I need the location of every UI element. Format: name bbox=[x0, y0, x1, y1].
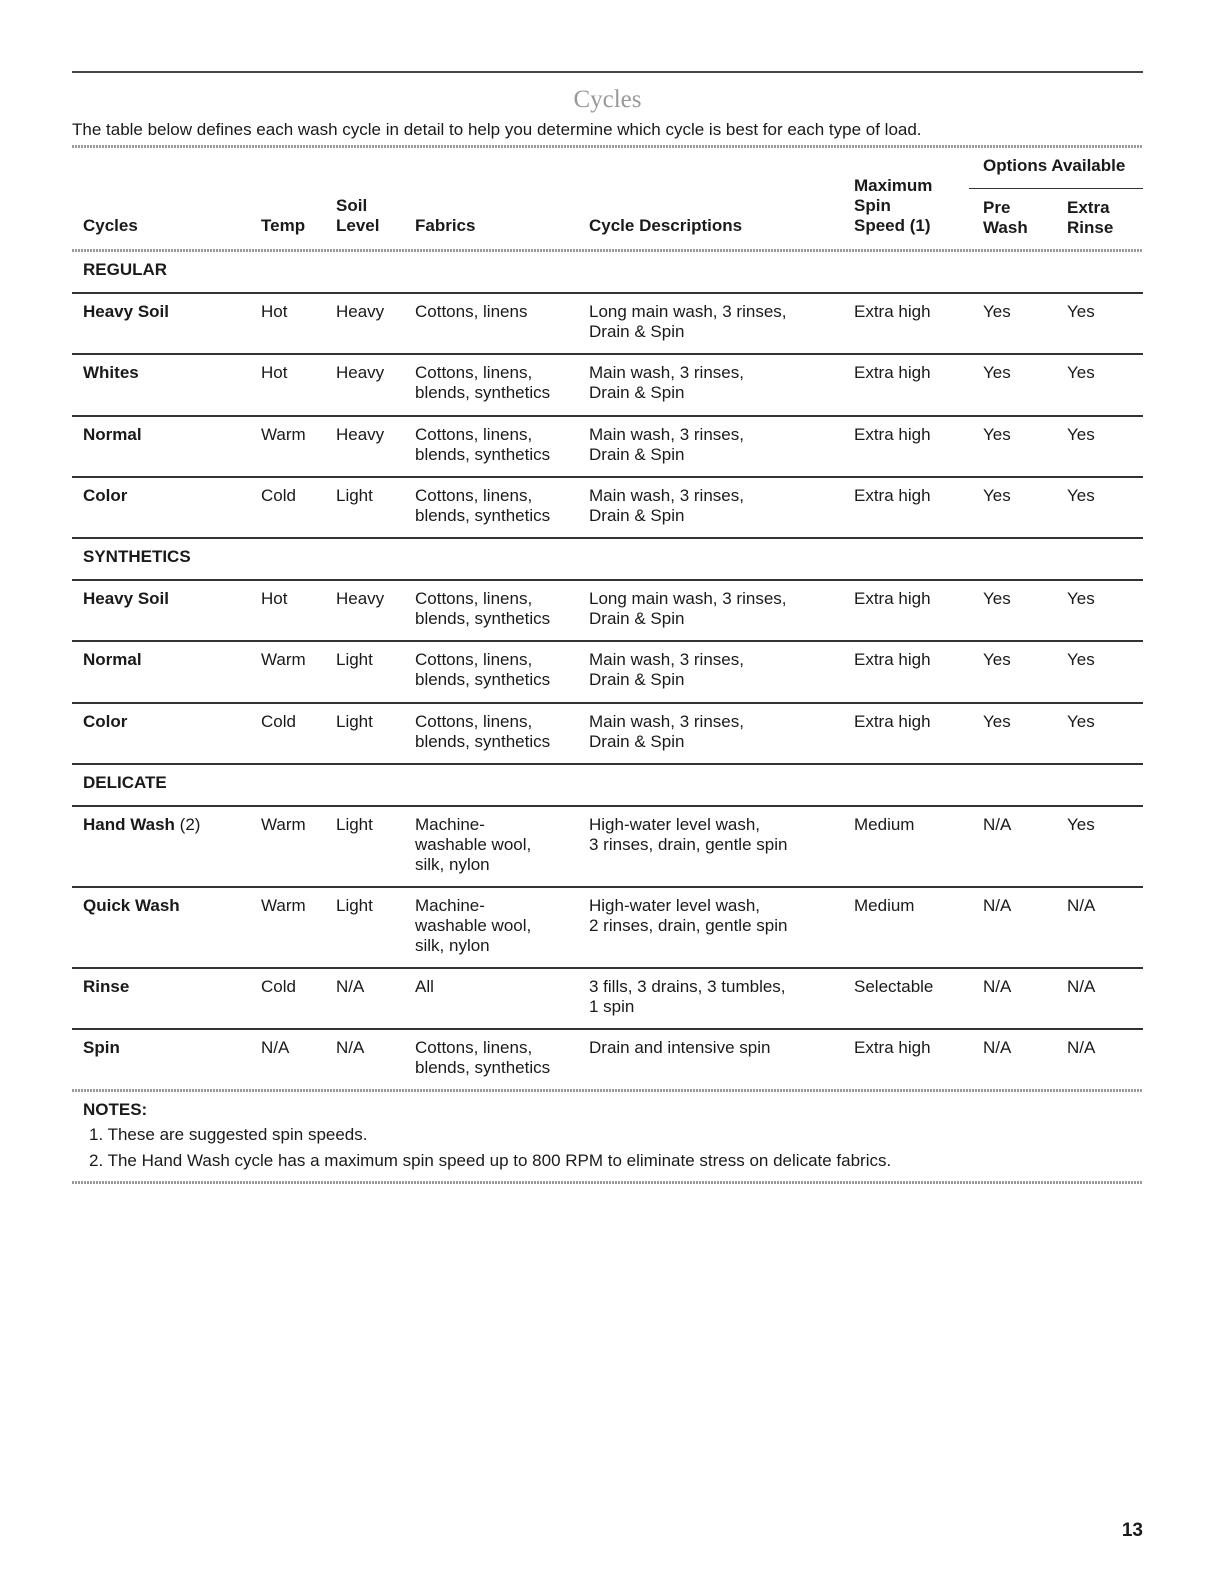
cycle-extrarinse: Yes bbox=[1067, 589, 1095, 608]
note-item: 1. These are suggested spin speeds. bbox=[89, 1125, 368, 1144]
cycle-description: Main wash, 3 rinses, Drain & Spin bbox=[589, 363, 744, 402]
cycle-fabrics: Cottons, linens bbox=[415, 302, 528, 321]
cycle-description: 3 fills, 3 drains, 3 tumbles, 1 spin bbox=[589, 977, 786, 1016]
section-regular: REGULAR bbox=[83, 260, 168, 279]
divider-notes bbox=[72, 1089, 1143, 1092]
cycle-description: Long main wash, 3 rinses, Drain & Spin bbox=[589, 589, 787, 628]
section-synthetics: SYNTHETICS bbox=[83, 547, 191, 566]
cycle-extrarinse: N/A bbox=[1067, 896, 1096, 915]
cycle-spin: Extra high bbox=[854, 712, 931, 731]
cycle-name: Normal bbox=[83, 650, 142, 669]
cycle-name: Spin bbox=[83, 1038, 120, 1057]
cycle-fabrics: Cottons, linens, blends, synthetics bbox=[415, 363, 551, 402]
cycle-description: High-water level wash, 2 rinses, drain, gentle spin bbox=[589, 896, 788, 935]
cycle-name: Normal bbox=[83, 425, 142, 444]
cycle-extrarinse: Yes bbox=[1067, 815, 1095, 834]
cycle-prewash: Yes bbox=[983, 425, 1011, 444]
rule bbox=[72, 1028, 1143, 1030]
divider-top bbox=[72, 145, 1143, 148]
header-spin-2: Spin bbox=[854, 196, 891, 215]
cycle-temp: Cold bbox=[261, 712, 296, 731]
cycle-prewash: Yes bbox=[983, 363, 1011, 382]
header-fabrics: Fabrics bbox=[415, 216, 476, 235]
cycle-name: Rinse bbox=[83, 977, 130, 996]
cycle-prewash: Yes bbox=[983, 486, 1011, 505]
page-number: 13 bbox=[1121, 1520, 1143, 1541]
header-spin-3: Speed (1) bbox=[854, 216, 931, 235]
cycle-extrarinse: Yes bbox=[1067, 486, 1095, 505]
cycle-temp: Hot bbox=[261, 363, 288, 382]
cycle-soil: Heavy bbox=[336, 302, 385, 321]
header-pre-2: Wash bbox=[983, 218, 1028, 237]
cycle-description: Main wash, 3 rinses, Drain & Spin bbox=[589, 650, 744, 689]
divider-header bbox=[72, 249, 1143, 252]
cycle-description: High-water level wash, 3 rinses, drain, gentle spin bbox=[589, 815, 788, 854]
cycle-soil: Light bbox=[336, 815, 373, 834]
cycle-extrarinse: Yes bbox=[1067, 712, 1095, 731]
cycle-prewash: Yes bbox=[983, 589, 1011, 608]
cycle-extrarinse: Yes bbox=[1067, 363, 1095, 382]
rule bbox=[72, 967, 1143, 969]
rule bbox=[72, 353, 1143, 355]
cycle-prewash: Yes bbox=[983, 650, 1011, 669]
cycle-temp: Warm bbox=[261, 896, 306, 915]
header-options: Options Available bbox=[983, 156, 1126, 175]
divider-bottom bbox=[72, 1181, 1143, 1184]
header-extra-2: Rinse bbox=[1067, 218, 1114, 237]
cycle-description: Main wash, 3 rinses, Drain & Spin bbox=[589, 486, 744, 525]
options-rule bbox=[969, 188, 1143, 189]
cycle-spin: Extra high bbox=[854, 302, 931, 321]
cycle-fabrics: All bbox=[415, 977, 434, 996]
rule bbox=[72, 702, 1143, 704]
rule bbox=[72, 763, 1143, 765]
section-delicate: DELICATE bbox=[83, 773, 167, 792]
header-soil-1: Soil bbox=[336, 196, 368, 215]
rule bbox=[72, 292, 1143, 294]
note-item: 2. The Hand Wash cycle has a maximum spin speed up to 800 RPM to eliminate stress on delicate fabrics. bbox=[89, 1151, 892, 1170]
cycle-name: Heavy Soil bbox=[83, 302, 169, 321]
cycle-fabrics: Cottons, linens, blends, synthetics bbox=[415, 650, 551, 689]
cycle-fabrics: Cottons, linens, blends, synthetics bbox=[415, 589, 551, 628]
cycle-spin: Extra high bbox=[854, 363, 931, 382]
cycle-name: Heavy Soil bbox=[83, 589, 169, 608]
cycle-name: Color bbox=[83, 712, 128, 731]
rule bbox=[72, 886, 1143, 888]
cycle-name: Hand Wash (2) bbox=[83, 815, 201, 834]
header-spin-1: Maximum bbox=[854, 176, 933, 195]
cycle-prewash: N/A bbox=[983, 896, 1012, 915]
cycle-extrarinse: Yes bbox=[1067, 650, 1095, 669]
cycle-name: Quick Wash bbox=[83, 896, 180, 915]
cycle-description: Main wash, 3 rinses, Drain & Spin bbox=[589, 712, 744, 751]
cycle-spin: Extra high bbox=[854, 425, 931, 444]
cycle-spin: Extra high bbox=[854, 589, 931, 608]
cycle-extrarinse: Yes bbox=[1067, 425, 1095, 444]
cycle-soil: Heavy bbox=[336, 425, 385, 444]
cycle-soil: Light bbox=[336, 896, 373, 915]
rule bbox=[72, 579, 1143, 581]
header-extra-1: Extra bbox=[1067, 198, 1110, 217]
cycle-prewash: N/A bbox=[983, 1038, 1012, 1057]
cycle-spin: Medium bbox=[854, 896, 915, 915]
cycle-soil: Light bbox=[336, 712, 373, 731]
cycle-soil: N/A bbox=[336, 1038, 365, 1057]
cycle-soil: N/A bbox=[336, 977, 365, 996]
cycle-soil: Light bbox=[336, 486, 373, 505]
cycle-prewash: N/A bbox=[983, 815, 1012, 834]
cycle-name: Color bbox=[83, 486, 128, 505]
cycle-fabrics: Cottons, linens, blends, synthetics bbox=[415, 712, 551, 751]
cycle-soil: Heavy bbox=[336, 589, 385, 608]
cycle-extrarinse: N/A bbox=[1067, 977, 1096, 996]
header-descriptions: Cycle Descriptions bbox=[589, 216, 743, 235]
cycle-prewash: N/A bbox=[983, 977, 1012, 996]
notes-title: NOTES: bbox=[83, 1100, 148, 1119]
top-rule bbox=[72, 71, 1143, 73]
cycle-description: Drain and intensive spin bbox=[589, 1038, 771, 1057]
cycle-spin: Extra high bbox=[854, 1038, 931, 1057]
header-cycles: Cycles bbox=[83, 216, 138, 235]
rule bbox=[72, 476, 1143, 478]
header-soil-2: Level bbox=[336, 216, 380, 235]
cycle-extrarinse: Yes bbox=[1067, 302, 1095, 321]
cycle-temp: Hot bbox=[261, 589, 288, 608]
cycle-soil: Light bbox=[336, 650, 373, 669]
rule bbox=[72, 805, 1143, 807]
cycle-soil: Heavy bbox=[336, 363, 385, 382]
cycle-description: Main wash, 3 rinses, Drain & Spin bbox=[589, 425, 744, 464]
header-temp: Temp bbox=[261, 216, 306, 235]
cycle-fabrics: Cottons, linens, blends, synthetics bbox=[415, 425, 551, 464]
cycle-spin: Medium bbox=[854, 815, 915, 834]
cycle-spin: Selectable bbox=[854, 977, 934, 996]
rule bbox=[72, 415, 1143, 417]
cycle-description: Long main wash, 3 rinses, Drain & Spin bbox=[589, 302, 787, 341]
cycle-temp: N/A bbox=[261, 1038, 290, 1057]
cycle-name: Whites bbox=[83, 363, 139, 382]
cycle-prewash: Yes bbox=[983, 302, 1011, 321]
cycle-spin: Extra high bbox=[854, 650, 931, 669]
cycle-fabrics: Cottons, linens, blends, synthetics bbox=[415, 1038, 551, 1077]
cycle-temp: Hot bbox=[261, 302, 288, 321]
rule bbox=[72, 640, 1143, 642]
cycle-fabrics: Cottons, linens, blends, synthetics bbox=[415, 486, 551, 525]
cycle-fabrics: Machine- washable wool, silk, nylon bbox=[415, 896, 532, 955]
rule bbox=[72, 537, 1143, 539]
cycle-temp: Cold bbox=[261, 486, 296, 505]
cycle-temp: Warm bbox=[261, 650, 306, 669]
cycle-temp: Cold bbox=[261, 977, 296, 996]
header-pre-1: Pre bbox=[983, 198, 1011, 217]
cycle-fabrics: Machine- washable wool, silk, nylon bbox=[415, 815, 532, 874]
intro-text: The table below defines each wash cycle in detail to help you determine which cycle is best for each type of load. bbox=[72, 120, 922, 139]
cycle-extrarinse: N/A bbox=[1067, 1038, 1096, 1057]
cycle-temp: Warm bbox=[261, 425, 306, 444]
cycle-temp: Warm bbox=[261, 815, 306, 834]
cycle-prewash: Yes bbox=[983, 712, 1011, 731]
cycle-spin: Extra high bbox=[854, 486, 931, 505]
page-title: Cycles bbox=[573, 86, 642, 113]
